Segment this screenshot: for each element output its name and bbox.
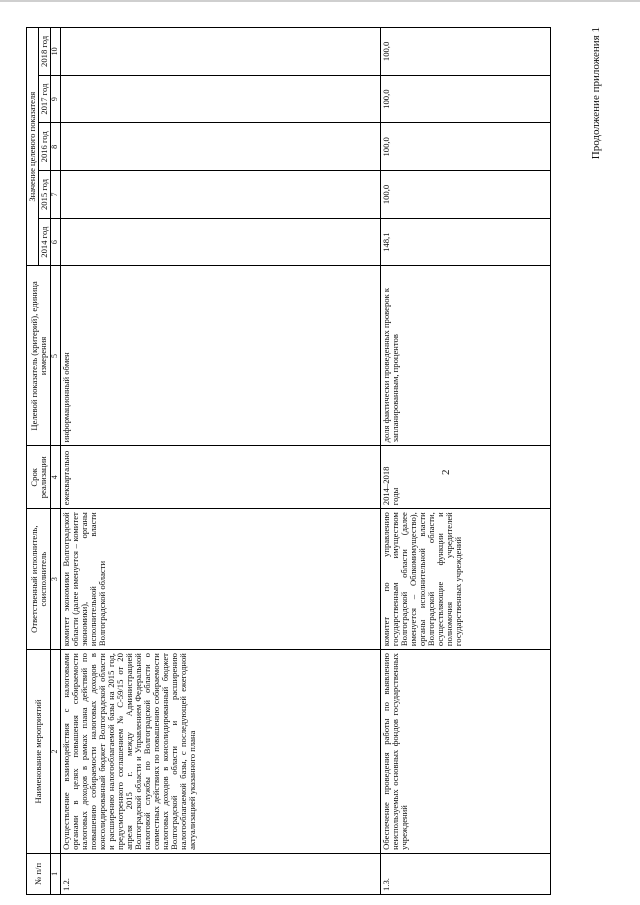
row-executor: комитет экономики Волгоградской области (далее именуется – комитет экономики), органы исполнительной власти Волгоградской области: [60, 509, 380, 650]
row-value: [60, 218, 380, 266]
header-year: 2015 год: [39, 171, 51, 219]
header-year: 2018 год: [39, 28, 51, 76]
row-name: Осуществление взаимодействия с налоговыми органами в целях повышения собираемости налоговых доходов в рамках плана действий по повышению собираемости налоговых доходов в консолидированный бюджет Волгоградской области и расширению налогооблагаемой базы на 2015 год, предусмотренного соглашением № С-59/15 от 20 апреля 2015 г. между Администрацией Волгоградской области и Управлением Федеральной налоговой службы по Волгоградской области о совместных действиях по повышению собираемости налоговых доходов в консолидированный бюджет Волгоградской области и расширению налогооблагаемой базы, с последующей ежегодной актуализацией указанного плана: [60, 650, 380, 854]
measures-table: [26, 27, 551, 895]
row-term: 2014–2018 годы: [380, 446, 550, 509]
row-term: ежеквартально: [60, 446, 380, 509]
column-numbers-row: [51, 28, 61, 895]
continuation-label: Продолжение приложения 1: [590, 27, 602, 160]
row-executor: комитет по управлению государственным имуществом Волгоградской области (далее именуется – Облкомимущество), органы исполнительной власти Волгоградской области, осуществляющие функции и полномочия учредителей государственных учреждений: [380, 509, 550, 650]
header-target-group: Значение целевого показателя: [27, 28, 39, 266]
row-indicator: доля фактически проведенных проверок к запланированным, процентов: [380, 266, 550, 446]
column-number: 10: [51, 28, 61, 76]
rotated-content: [22, 25, 622, 895]
column-number: 7: [51, 171, 61, 219]
row-value: [60, 75, 380, 123]
header-indicator: Целевой показатель (критерий), единица измерения: [27, 266, 51, 446]
row-value: [60, 171, 380, 219]
header-row: [27, 28, 39, 895]
column-number: 9: [51, 75, 61, 123]
row-indicator: информационный обмен: [60, 266, 380, 446]
column-number: 2: [51, 650, 61, 854]
row-name: Обеспечение проведения работы по выявлению неиспользуемых основных фондов государственных учреждений: [380, 650, 550, 854]
column-number: 4: [51, 446, 61, 509]
header-num: № п/п: [27, 853, 51, 894]
column-number: 1: [51, 853, 61, 894]
column-number: 6: [51, 218, 61, 266]
column-number: 3: [51, 509, 61, 650]
row-value: 100,0: [380, 28, 550, 76]
header-executor: Ответственный исполнитель, соисполнитель: [27, 509, 51, 650]
row-value: 100,0: [380, 171, 550, 219]
table-row: [380, 28, 550, 895]
header-year: 2017 год: [39, 75, 51, 123]
column-number: 5: [51, 266, 61, 446]
column-number: 8: [51, 123, 61, 171]
table-row: [60, 28, 380, 895]
row-num: 1.3.: [380, 853, 550, 894]
row-value: [60, 28, 380, 76]
page-number: 2: [440, 469, 452, 475]
row-value: 100,0: [380, 75, 550, 123]
header-name: Наименование мероприятий: [27, 650, 51, 854]
row-value: 100,0: [380, 123, 550, 171]
header-term: Срок реализации: [27, 446, 51, 509]
header-year: 2014 год: [39, 218, 51, 266]
header-year: 2016 год: [39, 123, 51, 171]
row-value: [60, 123, 380, 171]
row-value: 148,1: [380, 218, 550, 266]
row-num: 1.2.: [60, 853, 380, 894]
